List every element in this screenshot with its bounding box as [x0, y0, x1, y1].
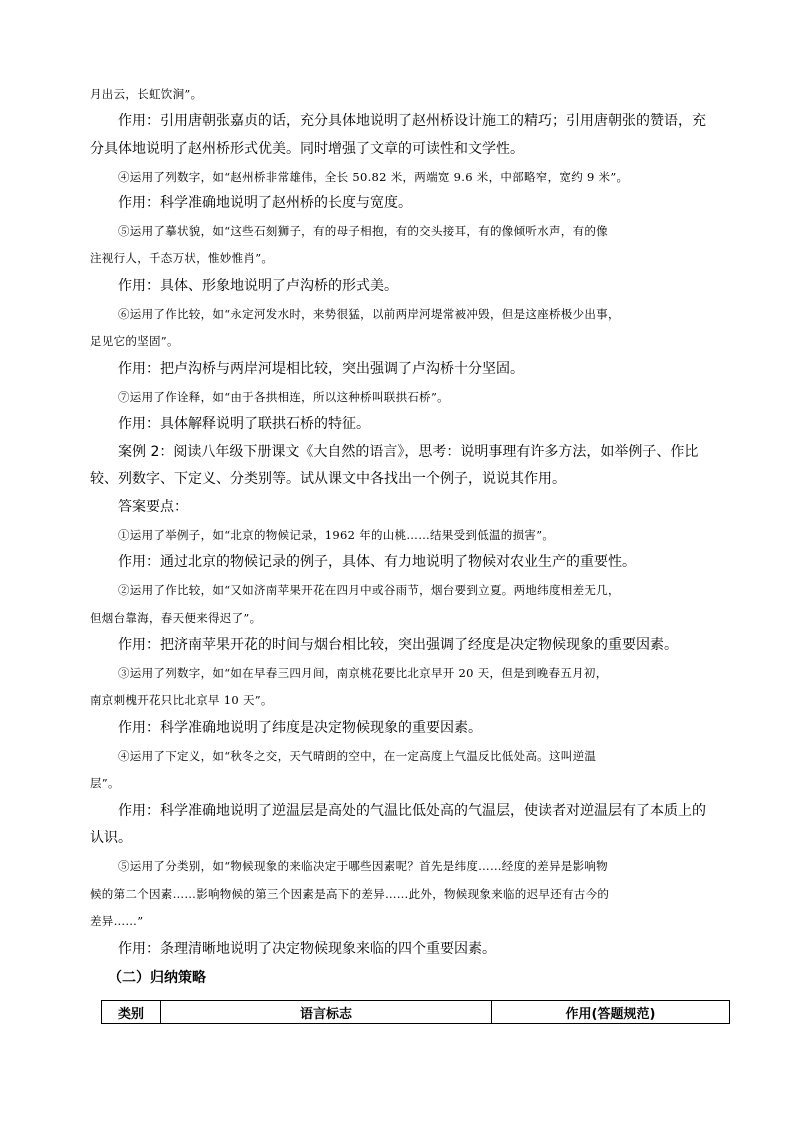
text-line: 作用：把济南苹果开花的时间与烟台相比较，突出强调了经度是决定物候现象的重要因素。	[118, 637, 678, 653]
text-line: 南京刺槐开花只比北京早 10 天”。	[90, 693, 273, 707]
text-line: 作用：通过北京的物候记录的例子，具体、有力地说明了物候对农业生产的重要性。	[118, 554, 636, 570]
table-header-category: 类别	[102, 1001, 161, 1024]
text-line: 答案要点：	[118, 499, 188, 515]
text-line: ①运用了举例子，如“北京的物候记录，1962 年的山桃……结果受到低温的损害”。	[118, 528, 555, 542]
text-line: 差异……”	[90, 914, 144, 928]
text-line: 作用：科学准确地说明了赵州桥的长度与宽度。	[118, 195, 412, 211]
text-line: 分具体地说明了赵州桥形式优美。同时增强了文章的可读性和文学性。	[90, 141, 524, 157]
table-header-language-marker: 语言标志	[161, 1001, 492, 1024]
text-line: 层”。	[90, 776, 120, 790]
text-line: 作用：具体解释说明了联拱石桥的特征。	[118, 416, 370, 432]
text-line: 候的第二个因素……影响物候的第三个因素是高下的差异……此外，物候现象来临的迟早还有古今的	[90, 887, 610, 901]
text-line: 作用：科学准确地说明了纬度是决定物候现象的重要因素。	[118, 720, 482, 736]
text-line: 作用：把卢沟桥与两岸河堤相比较，突出强调了卢沟桥十分坚固。	[118, 361, 524, 377]
text-line: 但烟台靠海，春天便来得迟了”。	[90, 611, 262, 625]
text-line: 较、列数字、下定义、分类别等。试从课文中各找出一个例子，说说其作用。	[90, 471, 566, 487]
section-heading: （二）归纳策略	[108, 970, 206, 986]
text-line: 作用：引用唐朝张嘉贞的话，充分具体地说明了赵州桥设计施工的精巧；引用唐朝张的赞语，充	[118, 113, 706, 129]
text-line: 足见它的坚固”。	[90, 334, 179, 348]
table-header-function: 作用(答题规范)	[492, 1001, 730, 1024]
text-line: 作用：条理清晰地说明了决定物候现象来临的四个重要因素。	[118, 941, 496, 957]
table-header-row	[102, 1001, 730, 1024]
text-line: 作用：科学准确地说明了逆温层是高处的气温比低处高的气温层，使读者对逆温层有了本质上的	[118, 803, 706, 819]
text-line: ⑤运用了摹状貌，如“这些石刻狮子，有的母子相抱，有的交头接耳，有的像倾听水声，有的像	[118, 224, 608, 238]
text-line: 认识。	[90, 830, 132, 846]
text-line: ④运用了下定义，如“秋冬之交，天气晴朗的空中，在一定高度上气温反比低处高。这叫逆温	[118, 749, 597, 763]
text-line: 注视行人，千态万状，惟妙惟肖”。	[90, 251, 274, 265]
text-line: 作用：具体、形象地说明了卢沟桥的形式美。	[118, 278, 398, 294]
text-line: ②运用了作比较，如“又如济南苹果开花在四月中或谷雨节，烟台要到立夏。两地纬度相差无几，	[118, 583, 620, 597]
text-line: ④运用了列数字，如“赵州桥非常雄伟，全长 50.82 米，两端宽 9.6 米，中部略窄，宽约 9 米”。	[118, 170, 629, 184]
text-line: ⑤运用了分类别，如“物候现象的来临决定于哪些因素呢？首先是纬度……经度的差异是影响物	[118, 859, 608, 873]
text-line: 月出云，长虹饮涧”。	[90, 87, 203, 101]
text-line: ③运用了列数字，如“如在早春三四月间，南京桃花要比北京早开 20 天，但是到晚春五月初，	[118, 666, 608, 680]
text-line: 案例 2：阅读八年级下册课文《大自然的语言》，思考：说明事理有许多方法，如举例子、作比	[118, 444, 699, 460]
strategy-table	[101, 1000, 730, 1024]
text-line: ⑥运用了作比较，如“永定河发水时，来势很猛，以前两岸河堤常被冲毁，但是这座桥极少出事，	[118, 307, 620, 321]
text-line: ⑦运用了作诠释，如“由于各拱相连，所以这种桥叫联拱石桥”。	[118, 390, 449, 404]
